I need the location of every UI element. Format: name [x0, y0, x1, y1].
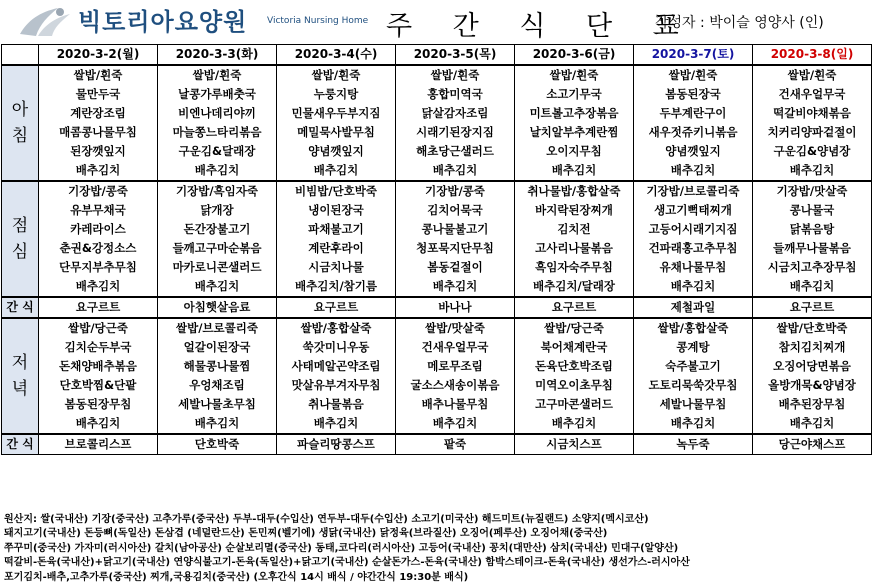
menu-item: 김치전: [515, 220, 634, 239]
origin-line: 원산지: 쌀(국내산) 기장(중국산) 고추가루(중국산) 두부-대두(수입산) 연두부-대두(수입산) 소고기(미국산) 해드미트(뉴질랜드) 소양지(멕시코산): [4, 514, 649, 525]
snack-row: [2, 434, 872, 455]
menu-item: 흑임자숙주무침: [515, 258, 634, 277]
menu-item: 날치알부추계란찜: [515, 123, 634, 142]
menu-item: 봄동된장무침: [39, 395, 158, 414]
menu-item: 메밀묵사발무침: [277, 123, 396, 142]
menu-item: 기장밥/콩죽: [396, 181, 515, 201]
menu-item: 기장밥/맛살죽: [753, 181, 872, 201]
menu-item: 취나물밥/홍합살죽: [515, 181, 634, 201]
menu-item: 쌀밥/흰죽: [515, 65, 634, 85]
breakfast-row: [2, 65, 872, 85]
menu-item: 들깨무나물볶음: [753, 239, 872, 258]
menu-table: [1, 44, 872, 455]
menu-item: 쌀밥/홍합살죽: [634, 318, 753, 338]
snack-item: 당근야채스프: [753, 434, 872, 455]
dinner-label: 저 녁: [2, 318, 39, 434]
corner-cell: [2, 45, 39, 66]
menu-item: 쌀밥/맛살죽: [396, 318, 515, 338]
menu-item: 들깨고구마순볶음: [158, 239, 277, 258]
menu-item: 배추김치: [158, 161, 277, 181]
menu-item: 배추김치: [634, 277, 753, 297]
menu-item: 쌀밥/흰죽: [634, 65, 753, 85]
menu-item: 새우젓쥬키니볶음: [634, 123, 753, 142]
menu-item: 배추김치: [396, 277, 515, 297]
snack-item: 아침햇살음료: [158, 297, 277, 318]
snack-row: [2, 297, 872, 318]
menu-item: 올방개묵&양념장: [753, 376, 872, 395]
menu-item: 오징어당면볶음: [753, 357, 872, 376]
menu-item: 홍합미역국: [396, 85, 515, 104]
menu-item: 매콤콩나물무침: [39, 123, 158, 142]
menu-item: 양념깻잎지: [277, 142, 396, 161]
lunch-row: [2, 277, 872, 297]
menu-item: 마늘쫑느타리볶음: [158, 123, 277, 142]
menu-item: 카레라이스: [39, 220, 158, 239]
menu-item: 배추김치: [396, 161, 515, 181]
menu-item: 된장깻잎지: [39, 142, 158, 161]
menu-item: 배추나물무침: [396, 395, 515, 414]
snack-label: 간 식: [2, 434, 39, 455]
breakfast-row: [2, 85, 872, 104]
menu-item: 세발나물초무침: [158, 395, 277, 414]
header: [0, 0, 877, 44]
menu-item: 건파래홍고추무침: [634, 239, 753, 258]
menu-item: 오이지무침: [515, 142, 634, 161]
menu-item: 콩나물국: [753, 201, 872, 220]
menu-item: 미역오이초무침: [515, 376, 634, 395]
date-header: 2020-3-5(목): [396, 45, 515, 66]
lunch-row: [2, 239, 872, 258]
dinner-row: [2, 414, 872, 434]
menu-item: 배추김치: [515, 414, 634, 434]
menu-item: 기장밥/브로콜리죽: [634, 181, 753, 201]
menu-item: 기장밥/흑임자죽: [158, 181, 277, 201]
menu-item: 쌀밥/흰죽: [277, 65, 396, 85]
menu-item: 유부무채국: [39, 201, 158, 220]
menu-item: 민물새우두부지짐: [277, 104, 396, 123]
menu-item: 배추김치: [396, 414, 515, 434]
menu-item: 누룽지탕: [277, 85, 396, 104]
menu-item: 굴소스새송이볶음: [396, 376, 515, 395]
menu-item: 콩나물불고기: [396, 220, 515, 239]
origin-line: 쭈꾸미(중국산) 가자미(러시아산) 갈치(남아공산) 순살보리멸(중국산) 동태,코다리(러시아산) 고등어(국내산) 꽁치(대만산) 삼치(국내산) 민대구(알양산): [4, 542, 679, 554]
menu-item: 봄동된장국: [634, 85, 753, 104]
date-header: 2020-3-8(일): [753, 45, 872, 66]
menu-item: 배추된장무침: [753, 395, 872, 414]
menu-item: 마카로니콘샐러드: [158, 258, 277, 277]
menu-item: 맛살유부겨자무침: [277, 376, 396, 395]
menu-item: 쌀밥/흰죽: [753, 65, 872, 85]
menu-item: 김치어묵국: [396, 201, 515, 220]
snack-item: 팥죽: [396, 434, 515, 455]
menu-item: 배추김치/달래장: [515, 277, 634, 297]
menu-item: 생고기뻑태찌개: [634, 201, 753, 220]
menu-item: 참치김치찌개: [753, 338, 872, 357]
menu-item: 세발나물무침: [634, 395, 753, 414]
menu-item: 고구마콘샐러드: [515, 395, 634, 414]
origin-line: 떡갈비-돈육(국내산)+닭고기(국내산) 연양식불고기-돈육(독일산)+닭고기(국내산) 순살돈가스-돈육(국내산) 함박스테이크-돈육(국내산) 생선가스-러시아산: [4, 557, 690, 569]
menu-item: 배추김치/참기름: [277, 277, 396, 297]
dinner-row: [2, 338, 872, 357]
dinner-row: [2, 395, 872, 414]
menu-item: 건새우얼무국: [396, 338, 515, 357]
snack-label: 간 식: [2, 297, 39, 318]
menu-item: 우엉채조림: [158, 376, 277, 395]
menu-item: 고등어시래기지짐: [634, 220, 753, 239]
dinner-row: [2, 357, 872, 376]
menu-item: 쌀밥/흰죽: [396, 65, 515, 85]
menu-item: 쌀밥/단호박죽: [753, 318, 872, 338]
menu-item: 춘권&강정소스: [39, 239, 158, 258]
menu-item: 구운김&양념장: [753, 142, 872, 161]
menu-item: 돈채양배추볶음: [39, 357, 158, 376]
menu-item: 배추김치: [158, 414, 277, 434]
menu-item: 해물콩나물찜: [158, 357, 277, 376]
page-title: 주 간 식 단 표: [386, 11, 695, 42]
date-header: 2020-3-7(토): [634, 45, 753, 66]
menu-item: 쌀밥/홍합살죽: [277, 318, 396, 338]
menu-item: 비빔밥/단호박죽: [277, 181, 396, 201]
menu-item: 쌀밥/브로콜리죽: [158, 318, 277, 338]
snack-item: 요구르트: [753, 297, 872, 318]
menu-item: 배추김치: [39, 277, 158, 297]
menu-item: 봄동겉절이: [396, 258, 515, 277]
origin-line: 포기김치-배추,고추가루(중국산) 찌개,국용김치(중국산) (오후간식 14시 배식 / 야간간식 19:30분 배식): [4, 571, 469, 583]
menu-item: 배추김치: [515, 161, 634, 181]
menu-item: 단호박찜&단팥: [39, 376, 158, 395]
menu-item: 시금치나물: [277, 258, 396, 277]
brand-name: 빅토리아요양원: [78, 8, 248, 36]
menu-item: 청포묵지단무침: [396, 239, 515, 258]
menu-item: 날콩가루배춧국: [158, 85, 277, 104]
menu-item: 두부계란구이: [634, 104, 753, 123]
menu-item: 떡갈비야채볶음: [753, 104, 872, 123]
menu-item: 비엔나데리야끼: [158, 104, 277, 123]
menu-item: 배추김치: [634, 414, 753, 434]
origin-line: 돼지고기(국내산) 돈등뼈(독일산) 돈삼겹 (네덜란드산) 돈민찌(벨기에) 생닭(국내산) 닭정육(브라질산) 오징어(페루산) 오징어채(중국산): [4, 528, 608, 540]
menu-item: 파채불고기: [277, 220, 396, 239]
menu-item: 쌀밥/흰죽: [39, 65, 158, 85]
snack-item: 요구르트: [39, 297, 158, 318]
menu-item: 소고기무국: [515, 85, 634, 104]
menu-item: 배추김치: [753, 414, 872, 434]
snack-item: 브로콜리스프: [39, 434, 158, 455]
snack-item: 요구르트: [515, 297, 634, 318]
lunch-row: [2, 181, 872, 201]
menu-item: 해초당근샐러드: [396, 142, 515, 161]
menu-item: 닭볶음탕: [753, 220, 872, 239]
breakfast-row: [2, 104, 872, 123]
menu-item: 배추김치: [634, 161, 753, 181]
menu-item: 쑥갓미니우동: [277, 338, 396, 357]
menu-item: 시래기된장지짐: [396, 123, 515, 142]
menu-item: 콩계탕: [634, 338, 753, 357]
menu-item: 단무지부추무침: [39, 258, 158, 277]
breakfast-row: [2, 123, 872, 142]
menu-item: 얼갈이된장국: [158, 338, 277, 357]
origin-notes: [4, 513, 874, 585]
date-header: 2020-3-3(화): [158, 45, 277, 66]
menu-item: 시금치고추장무침: [753, 258, 872, 277]
menu-item: 바지락된장찌개: [515, 201, 634, 220]
menu-item: 배추김치: [158, 277, 277, 297]
menu-item: 숙주불고기: [634, 357, 753, 376]
date-header: 2020-3-2(월): [39, 45, 158, 66]
menu-item: 기장밥/콩죽: [39, 181, 158, 201]
snack-item: 바나나: [396, 297, 515, 318]
lunch-label: 점 심: [2, 181, 39, 297]
date-header-row: [2, 45, 872, 66]
dinner-row: [2, 318, 872, 338]
menu-item: 쌀밥/흰죽: [158, 65, 277, 85]
lunch-row: [2, 220, 872, 239]
menu-item: 고사리나물볶음: [515, 239, 634, 258]
menu-item: 도토리묵쑥갓무침: [634, 376, 753, 395]
menu-item: 배추김치: [39, 161, 158, 181]
author-line: 작성자 : 박이슬 영양사 (인): [655, 15, 824, 31]
date-header: 2020-3-6(금): [515, 45, 634, 66]
menu-item: 돈육단호박조림: [515, 357, 634, 376]
menu-item: 돈간장불고기: [158, 220, 277, 239]
menu-item: 계란후라이: [277, 239, 396, 258]
date-header: 2020-3-4(수): [277, 45, 396, 66]
menu-item: 배추김치: [39, 414, 158, 434]
snack-item: 파슬리땅콩스프: [277, 434, 396, 455]
menu-item: 배추김치: [753, 277, 872, 297]
snack-item: 시금치스프: [515, 434, 634, 455]
menu-item: 미트볼고추장볶음: [515, 104, 634, 123]
nursing-home-logo-icon: [14, 2, 76, 40]
menu-item: 쌀밥/당근죽: [39, 318, 158, 338]
breakfast-label: 아 침: [2, 65, 39, 181]
menu-item: 사태메알곤약조림: [277, 357, 396, 376]
menu-item: 구운김&달래장: [158, 142, 277, 161]
menu-item: 양념깻잎지: [634, 142, 753, 161]
menu-item: 물만두국: [39, 85, 158, 104]
snack-item: 녹두죽: [634, 434, 753, 455]
snack-item: 단호박죽: [158, 434, 277, 455]
snack-item: 요구르트: [277, 297, 396, 318]
menu-item: 배추김치: [277, 414, 396, 434]
menu-item: 닭개장: [158, 201, 277, 220]
menu-item: 닭살감자조림: [396, 104, 515, 123]
menu-item: 북어채계란국: [515, 338, 634, 357]
menu-item: 취나물볶음: [277, 395, 396, 414]
menu-item: 냉이된장국: [277, 201, 396, 220]
menu-item: 건새우얼무국: [753, 85, 872, 104]
menu-item: 메로무조림: [396, 357, 515, 376]
lunch-row: [2, 201, 872, 220]
menu-item: 계란장조림: [39, 104, 158, 123]
lunch-row: [2, 258, 872, 277]
menu-item: 김치순두부국: [39, 338, 158, 357]
menu-item: 유채나물무침: [634, 258, 753, 277]
brand-subtitle: Victoria Nursing Home: [267, 16, 369, 26]
breakfast-row: [2, 161, 872, 181]
snack-item: 제철과일: [634, 297, 753, 318]
menu-item: 배추김치: [277, 161, 396, 181]
menu-item: 배추김치: [753, 161, 872, 181]
menu-item: 쌀밥/당근죽: [515, 318, 634, 338]
dinner-row: [2, 376, 872, 395]
breakfast-row: [2, 142, 872, 161]
menu-item: 치커리양파겉절이: [753, 123, 872, 142]
